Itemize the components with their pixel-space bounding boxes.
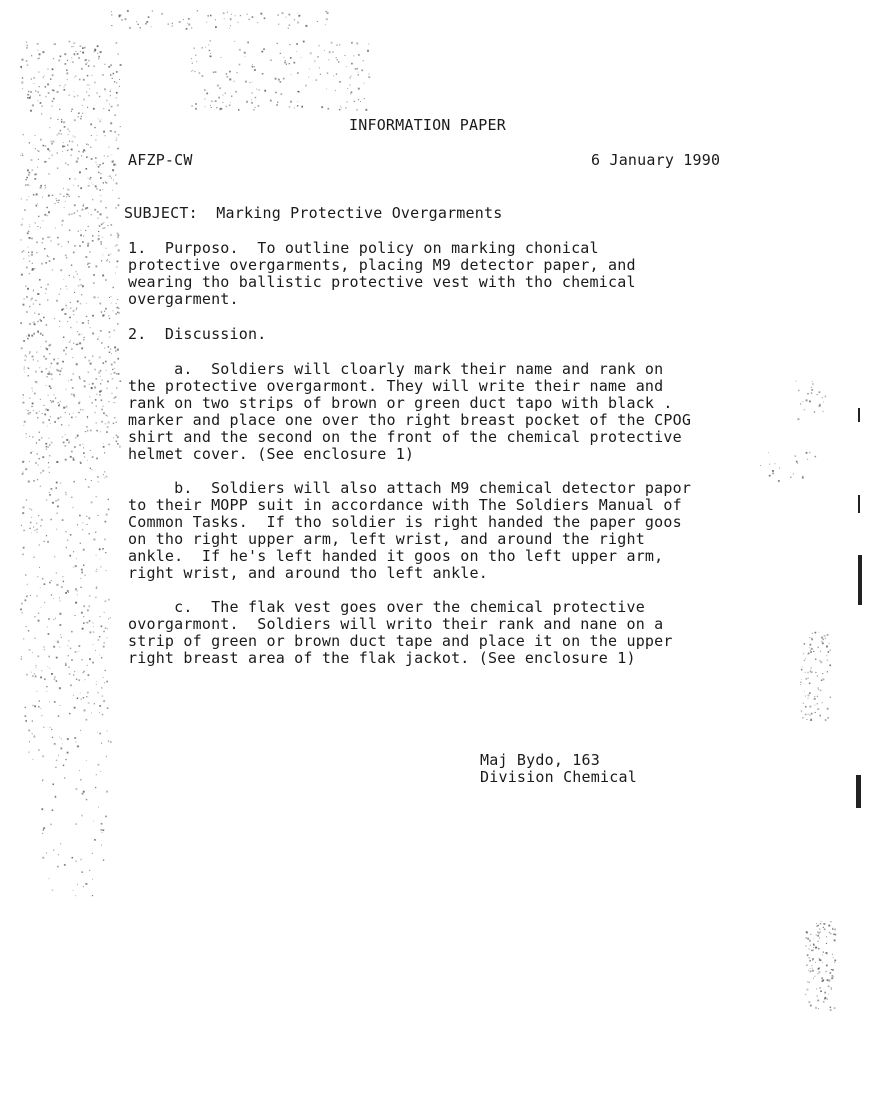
signature-office: Division Chemical [480, 768, 637, 786]
paragraph-2c-line: right breast area of the flak jackot. (See enclosure 1) [128, 649, 636, 667]
discussion-heading: 2. Discussion. [128, 325, 267, 343]
paragraph-2a-line: marker and place one over tho right breast pocket of the CPOG [128, 411, 692, 429]
paragraph-1-line: protective overgarments, placing M9 detector paper, and [128, 256, 636, 274]
paragraph-2b-line: on tho right upper arm, left wrist, and around the right [128, 530, 645, 548]
paragraph-2a-line: shirt and the second on the front of the chemical protective [128, 428, 682, 446]
paragraph-2b-line: to their MOPP suit in accordance with The Soldiers Manual of [128, 496, 682, 514]
document-date: 6 January 1990 [591, 151, 721, 169]
document-title: INFORMATION PAPER [349, 116, 506, 134]
paragraph-2c-line: c. The flak vest goes over the chemical protective [128, 598, 645, 616]
office-symbol: AFZP-CW [128, 151, 193, 169]
paragraph-2b-line: b. Soldiers will also attach M9 chemical detector papor [128, 479, 692, 497]
paragraph-2b-line: right wrist, and around tho left ankle. [128, 564, 488, 582]
paragraph-2c-line: ovorgarmont. Soldiers will writo their rank and nane on a [128, 615, 664, 633]
paragraph-2b-line: Common Tasks. If tho soldier is right handed the paper goos [128, 513, 682, 531]
paragraph-2c-line: strip of green or brown duct tape and place it on the upper [128, 632, 673, 650]
paragraph-1-line: wearing tho ballistic protective vest with tho chemical [128, 273, 636, 291]
paragraph-2a-line: helmet cover. (See enclosure 1) [128, 445, 415, 463]
paragraph-2a-line: the protective overgarmont. They will write their name and [128, 377, 664, 395]
paragraph-2a-line: a. Soldiers will cloarly mark their name and rank on [128, 360, 664, 378]
paragraph-2b-line: ankle. If he's left handed it goos on tho left upper arm, [128, 547, 664, 565]
signature-name: Maj Bydo, 163 [480, 751, 600, 769]
paragraph-2a-line: rank on two strips of brown or green duct tapo with black . [128, 394, 673, 412]
paragraph-1-line: 1. Purposo. To outline policy on marking chonical [128, 239, 599, 257]
paragraph-1-line: overgarment. [128, 290, 239, 308]
subject-line: SUBJECT: Marking Protective Overgarments [124, 204, 503, 222]
